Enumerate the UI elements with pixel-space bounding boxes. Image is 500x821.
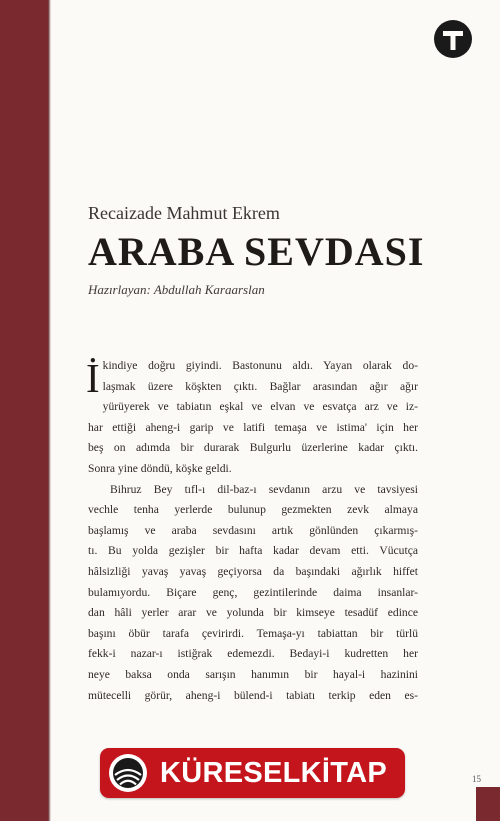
drop-cap: İ xyxy=(86,355,100,401)
text-line: kindiye doğru giyindi. Bastonunu aldı. Yayan olarak do- xyxy=(102,359,418,372)
text-line: yürüyerek ve tabiatın eşkal ve elvan ve esvatça arz ve iz- xyxy=(102,400,418,414)
text-line: neye baksa onda sarışın hanımın bir hayal-i hazinini xyxy=(88,667,418,681)
text-line: beş on adımda bir durarak Bulgurlu üzerlerine kadar çıktı. xyxy=(88,441,418,455)
book-title: ARABA SEVDASI xyxy=(88,229,425,274)
text-line: hâlsizliği yavaş yavaş geçiyorsa da başındaki ağırlık hiffet xyxy=(88,564,418,578)
watermark-text: KÜRESELKİTAP xyxy=(160,757,388,789)
paragraph-2 xyxy=(88,480,418,707)
t-publisher-logo-icon xyxy=(433,19,473,59)
book-author: Recaizade Mahmut Ekrem xyxy=(88,203,280,223)
text-line: Sonra yine döndü, köşke geldi. xyxy=(88,461,232,475)
book-body-text xyxy=(88,356,418,706)
text-line: fekk-i nazar-ı istiğrak edemezdi. Bedayi-i kudretten her xyxy=(88,647,418,661)
text-line: vechle tenha yerlerde bulunup gezmekten zevk almaya xyxy=(88,503,418,517)
spine-shadow xyxy=(48,0,51,821)
text-line: başını öbür tarafa çevirirdi. Temaşa-yı tabiattan bir türlü xyxy=(88,626,418,640)
text-line: mütecelli görür, aheng-i bülend-i tabiatı terkip eden es- xyxy=(88,688,418,702)
text-line: bulamıyordu. Biçare genç, gezintilerinde daima insanlar- xyxy=(88,585,418,599)
text-line: başlamış ve araba sevdasını artık gönlünden çıkarmış- xyxy=(88,523,418,537)
text-line: Bihruz Bey tıfl-ı dil-baz-ı sevdanın arzu ve tavsiyesi xyxy=(110,482,418,496)
book-spine-band xyxy=(0,0,48,821)
page-corner-band xyxy=(476,787,500,821)
text-line: laşmak üzere köşkten çıktı. Bağlar arasından ağır ağır xyxy=(102,379,418,393)
text-line: dan hâli yerler arar ve yolunda bir kimseye tesadüf edince xyxy=(88,606,418,620)
paragraph-1 xyxy=(88,356,418,480)
page-number: 15 xyxy=(472,774,481,784)
kureselkitap-watermark xyxy=(100,748,405,798)
text-line: tı. Bu yolda gezişler bir hafta kadar devam etti. Vücutça xyxy=(88,544,418,558)
text-line: har ettiği aheng-i garip ve latifi temaşa ve istima' için her xyxy=(88,420,418,434)
book-editor: Hazırlayan: Abdullah Karaarslan xyxy=(88,282,265,297)
globe-emblem-icon xyxy=(108,753,148,793)
